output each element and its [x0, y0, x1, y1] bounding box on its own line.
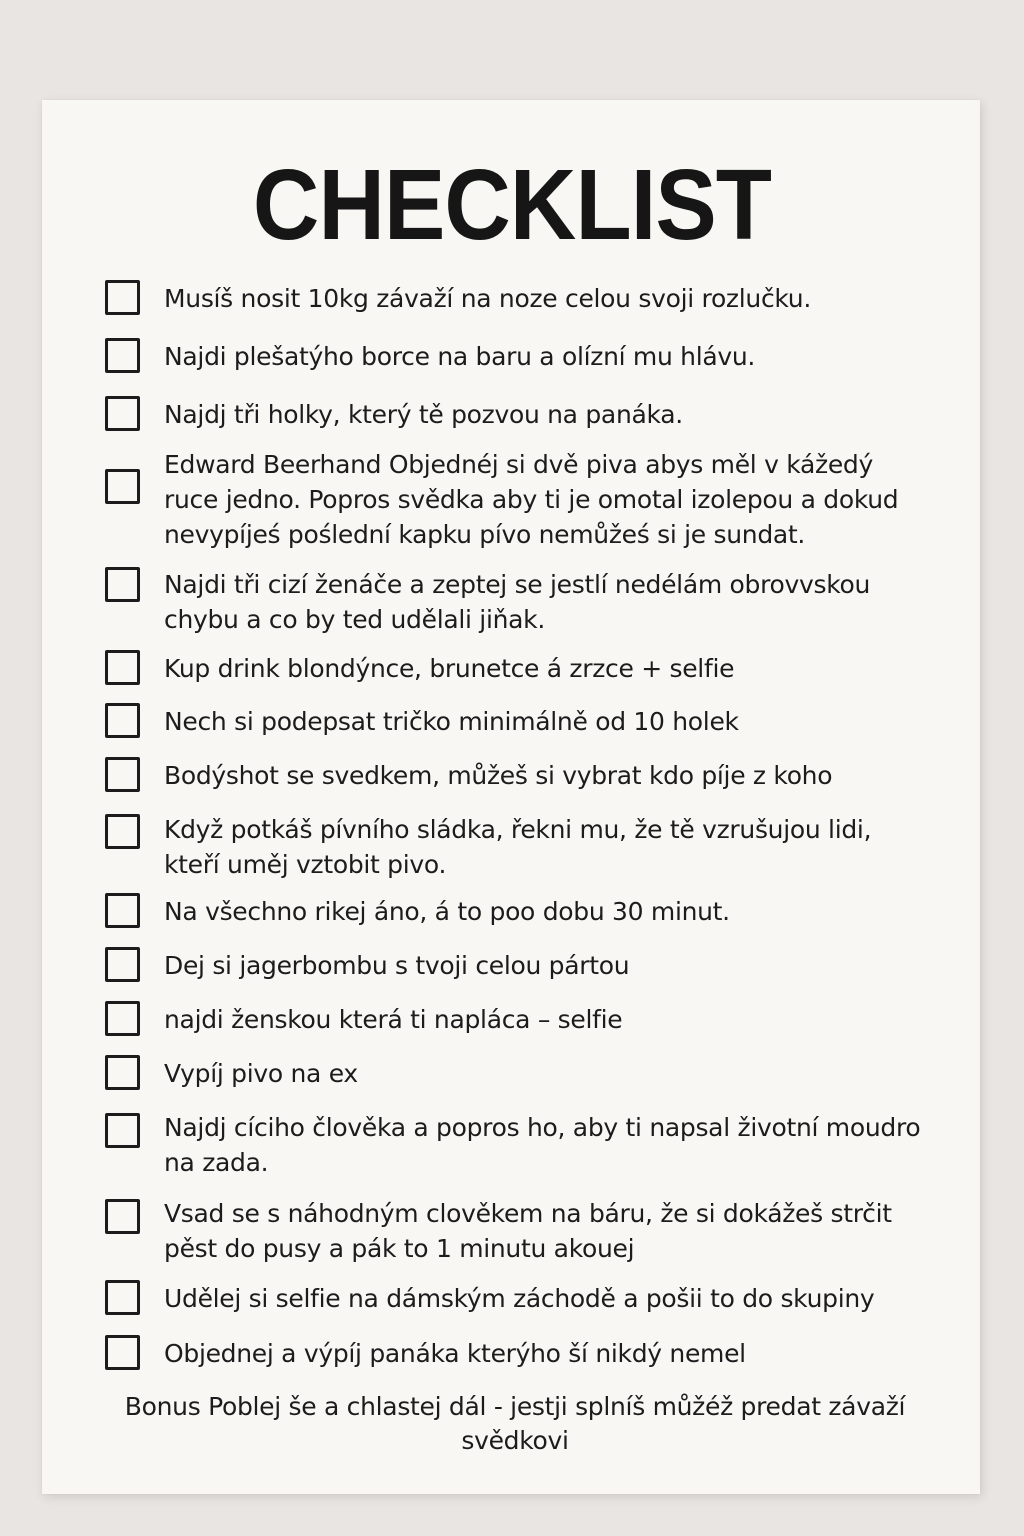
checklist-item-text: Musíš nosit 10kg závaží na noze celou svoji rozlučku.: [164, 284, 811, 313]
checkbox[interactable]: [105, 893, 140, 928]
checkbox[interactable]: [105, 338, 140, 373]
checklist-item-text: Na všechno rikej áno, á to poo dobu 30 minut.: [164, 897, 730, 926]
checklist-item-text: Nech si podepsat tričko minimálně od 10 holek: [164, 707, 739, 736]
checklist-item-text: Vypíj pivo na ex: [164, 1059, 358, 1088]
checkbox[interactable]: [105, 469, 140, 504]
checklist-item-text: Vsad se s náhodným clověkem na báru, že si dokážeš strčit pěst do pusy a pák to 1 minutu akouej: [164, 1199, 892, 1263]
checkbox[interactable]: [105, 1001, 140, 1036]
checkbox[interactable]: [105, 396, 140, 431]
checkbox[interactable]: [105, 280, 140, 315]
checkbox[interactable]: [105, 1199, 140, 1234]
checkbox[interactable]: [105, 1280, 140, 1315]
bonus-text: Bonus Poblej še a chlastej dál - jestji splníš můžéž predat závaží svědkovi: [124, 1392, 906, 1455]
checkbox[interactable]: [105, 650, 140, 685]
checkbox[interactable]: [105, 757, 140, 792]
checklist-item-text: Najdi plešatýho borce na baru a olízní mu hlávu.: [164, 342, 756, 371]
checkbox[interactable]: [105, 1335, 140, 1370]
checklist-item-text: Bodýshot se svedkem, můžeš si vybrat kdo píje z koho: [164, 761, 833, 790]
checklist-item-text: Edward Beerhand Objednéj si dvě piva abys měl v kážedý ruce jedno. Popros svědka aby ti je omotal izolepou a dokud nevypíjeś poślední kapku pívo nemůžeś si je sundat.: [164, 450, 899, 549]
checklist-item-text: Najdj cíciho člověka a popros ho, aby ti napsal životní moudro na zada.: [164, 1113, 921, 1177]
checklist-item-text: Najdj tři holky, který tě pozvou na panáka.: [164, 400, 683, 429]
checklist-item-text: Dej si jagerbombu s tvoji celou pártou: [164, 951, 630, 980]
checklist-item-text: Kup drink blondýnce, brunetce á zrzce + selfie: [164, 654, 735, 683]
page-title: CHECKLIST: [252, 149, 772, 261]
checkbox[interactable]: [105, 814, 140, 849]
checkbox[interactable]: [105, 947, 140, 982]
checklist-item-text: najdi ženskou která ti napláca – selfie: [164, 1005, 623, 1034]
checkbox[interactable]: [105, 567, 140, 602]
checkbox[interactable]: [105, 1055, 140, 1090]
checklist-item-text: Když potkáš pívního sládka, řekni mu, že tě vzrušujou lidi, kteří uměj vztobit pivo.: [164, 815, 872, 879]
checklist-item-text: Najdi tři cizí ženáče a zeptej se jestlí nedélám obrovvskou chybu a co by ted udělali jiňak.: [164, 570, 871, 634]
checkbox[interactable]: [105, 703, 140, 738]
checkbox[interactable]: [105, 1113, 140, 1148]
checklist-item-text: Udělej si selfie na dámským záchodě a pošii to do skupiny: [164, 1284, 875, 1313]
checklist-item-text: Objednej a výpíj panáka kterýho ší nikdý nemel: [164, 1339, 746, 1368]
